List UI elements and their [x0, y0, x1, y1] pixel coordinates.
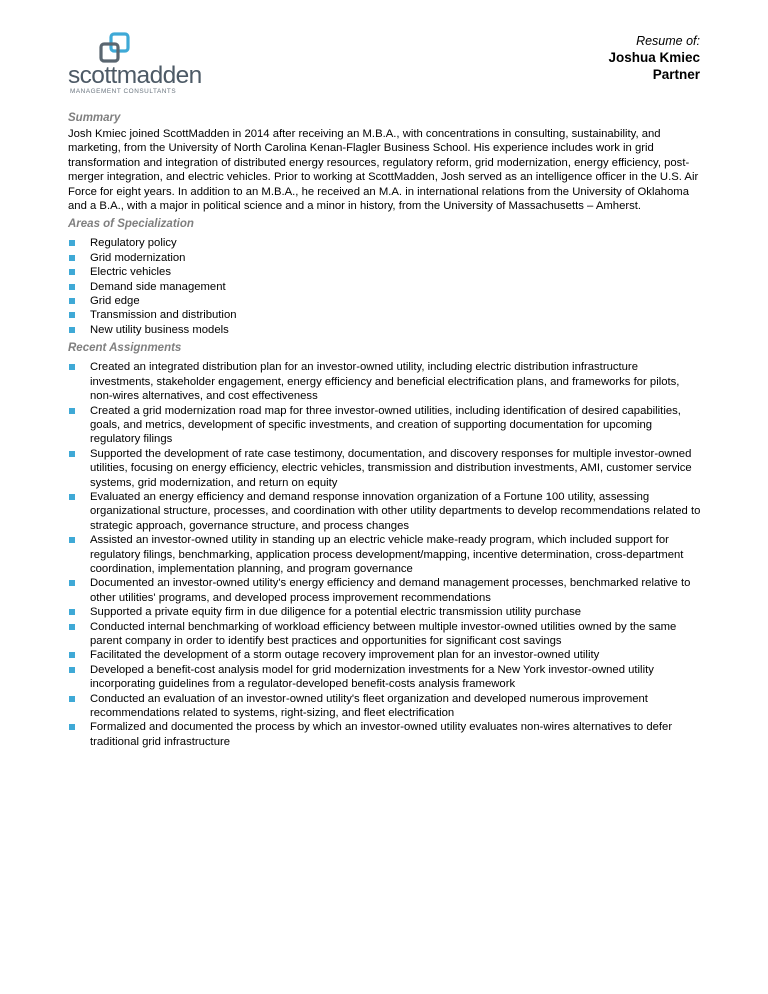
list-item: Transmission and distribution	[68, 308, 704, 322]
list-item: Demand side management	[68, 280, 704, 294]
list-item: Formalized and documented the process by which an investor-owned utility evaluates non-wires alternatives to defer traditional grid infrastructure	[68, 720, 704, 749]
list-item: Supported the development of rate case testimony, documentation, and discovery responses for multiple investor-owned utilities, focusing on energy efficiency, electric vehicles, transmission and distribution investments, AMI, customer service systems, grid modernization, and return on equity	[68, 447, 704, 490]
person-title: Partner	[652, 67, 700, 82]
resume-header	[608, 34, 700, 83]
linked-squares-logo-icon	[98, 32, 132, 66]
square-bullet-icon	[69, 327, 75, 333]
list-item: Facilitated the development of a storm outage recovery improvement plan for an investor-owned utility	[68, 648, 704, 662]
resume-of-label: Resume of:	[636, 34, 700, 48]
list-item: Evaluated an energy efficiency and demand response innovation organization of a Fortune 100 utility, assessing organizational structure, processes, and coordination with other utility departments to develop recommendations related to strategic approach, governance structure, and process changes	[68, 490, 704, 533]
list-item: Created an integrated distribution plan for an investor-owned utility, including electric distribution infrastructure investments, stakeholder engagement, energy efficiency and beneficial electrification plans, and frameworks for pilots, non-wires alternatives, and cost effectiveness	[68, 360, 704, 403]
list-item: Regulatory policy	[68, 236, 704, 250]
resume-body	[68, 111, 704, 753]
list-item: Grid modernization	[68, 251, 704, 265]
square-bullet-icon	[69, 255, 75, 261]
logo-wordmark: scottmadden	[68, 62, 202, 89]
square-bullet-icon	[69, 312, 75, 318]
square-bullet-icon	[69, 494, 75, 500]
square-bullet-icon	[69, 696, 75, 702]
assignments-heading: Recent Assignments	[68, 342, 182, 355]
list-item: Developed a benefit-cost analysis model for grid modernization investments for a New York investor-owned utility incorporating guidelines from a regulator-developed benefit-costs analysis framework	[68, 663, 704, 692]
square-bullet-icon	[69, 364, 75, 370]
square-bullet-icon	[69, 624, 75, 630]
specialization-list	[68, 236, 704, 337]
square-bullet-icon	[69, 269, 75, 275]
list-item: Conducted an evaluation of an investor-owned utility's fleet organization and developed numerous improvement recommendations related to systems, right-sizing, and fleet electrification	[68, 692, 704, 721]
assignments-list	[68, 360, 704, 749]
list-item: Documented an investor-owned utility's energy efficiency and demand management processes, benchmarked relative to other utilities' programs, and developed process improvement recommendations	[68, 576, 704, 605]
square-bullet-icon	[69, 580, 75, 586]
square-bullet-icon	[69, 284, 75, 290]
square-bullet-icon	[69, 408, 75, 414]
specialization-heading: Areas of Specialization	[68, 218, 194, 231]
list-item: Supported a private equity firm in due diligence for a potential electric transmission utility purchase	[68, 605, 704, 619]
summary-heading: Summary	[68, 112, 121, 124]
person-name: Joshua Kmiec	[608, 50, 700, 65]
list-item: Assisted an investor-owned utility in standing up an electric vehicle make-ready program, which included support for regulatory filings, benchmarking, application process development/mapping, incentive determination, cross-department coordination, implementation planning, and program governance	[68, 533, 704, 576]
list-item: Created a grid modernization road map for three investor-owned utilities, including identification of desired capabilities, goals, and metrics, development of specific investments, and creation of supporting documentation for upcoming regulatory filings	[68, 404, 704, 447]
logo-subtitle: MANAGEMENT CONSULTANTS	[70, 88, 177, 95]
square-bullet-icon	[69, 652, 75, 658]
summary-paragraph: Josh Kmiec joined ScottMadden in 2014 after receiving an M.B.A., with concentrations in consulting, sustainability, and marketing, from the University of North Carolina Kenan-Flagler Business School. His experience includes work in grid transformation and integration of distributed energy resources, regulatory reform, grid modernization, energy efficiency, post-merger integration, and electric vehicles. Prior to working at ScottMadden, Josh served as an intelligence officer in the U.S. Air Force for eight years. In addition to an M.B.A., he received an M.A. in international relations from the University of Oklahoma and a B.A., with a major in political science and a minor in history, from the University of Massachusetts – Amherst.	[68, 128, 699, 213]
list-item: Electric vehicles	[68, 265, 704, 279]
list-item: New utility business models	[68, 323, 704, 337]
list-item: Conducted internal benchmarking of workload efficiency between multiple investor-owned utilities owned by the same parent company in order to identify best practices and opportunities for significant cost savings	[68, 620, 704, 649]
list-item: Grid edge	[68, 294, 704, 308]
square-bullet-icon	[69, 609, 75, 615]
square-bullet-icon	[69, 537, 75, 543]
square-bullet-icon	[69, 298, 75, 304]
square-bullet-icon	[69, 451, 75, 457]
square-bullet-icon	[69, 240, 75, 246]
square-bullet-icon	[69, 724, 75, 730]
square-bullet-icon	[69, 667, 75, 673]
